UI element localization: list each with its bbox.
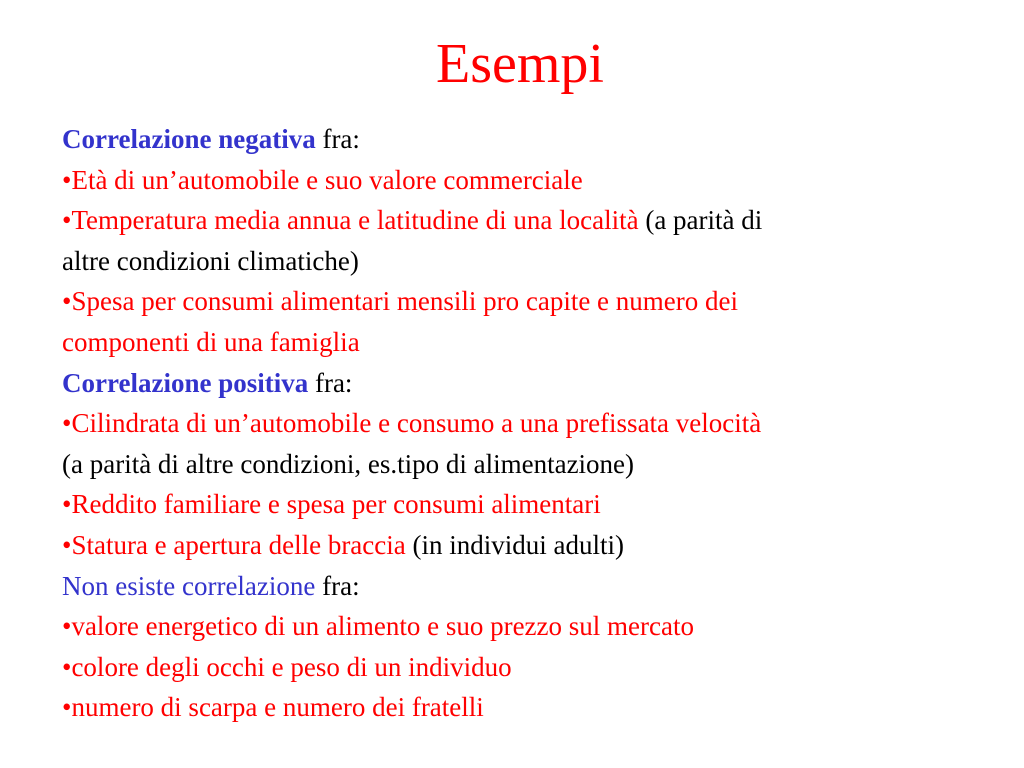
- positive-heading-suffix: fra:: [308, 367, 353, 398]
- negative-heading: Correlazione negativa: [62, 124, 316, 154]
- positive-item-3-note: (in individui adulti): [405, 529, 624, 560]
- positive-item-1-note: (a parità di altre condizioni, es.tipo di alimentazione): [62, 448, 635, 479]
- slide-title: Esempi: [436, 33, 604, 95]
- positive-heading: Correlazione positiva: [62, 367, 309, 398]
- none-item-2: •colore degli occhi e peso di un individuo: [62, 651, 512, 682]
- negative-heading-suffix: fra:: [315, 124, 360, 154]
- none-heading: Non esiste correlazione: [62, 570, 316, 601]
- negative-item-1: •Età di un’automobile e suo valore commerciale: [62, 164, 583, 195]
- negative-item-2-note-cont: altre condizioni climatiche): [62, 245, 359, 276]
- positive-item-3: [62, 525, 962, 566]
- none-heading-suffix: fra:: [315, 570, 360, 601]
- none-item-3: •numero di scarpa e numero dei fratelli: [62, 692, 484, 723]
- slide-body: [62, 119, 962, 728]
- positive-item-1: •Cilindrata di un’automobile e consumo a una prefissata velocità: [62, 408, 762, 439]
- none-item-1: •valore energetico di un alimento e suo prezzo sul mercato: [62, 611, 694, 642]
- negative-heading-line: [62, 119, 962, 160]
- positive-item-2: •Reddito familiare e spesa per consumi alimentari: [62, 489, 601, 520]
- none-heading-line: [62, 566, 962, 607]
- negative-item-2-note: (a parità di: [638, 205, 763, 236]
- negative-item-2-text: •Temperatura media annua e latitudine di una località: [62, 205, 639, 236]
- negative-item-3: •Spesa per consumi alimentari mensili pro capite e numero dei: [62, 286, 739, 317]
- negative-item-3-cont: componenti di una famiglia: [62, 326, 360, 357]
- negative-item-2: [62, 200, 962, 241]
- positive-heading-line: [62, 363, 962, 404]
- positive-item-3-text: •Statura e apertura delle braccia: [62, 529, 406, 560]
